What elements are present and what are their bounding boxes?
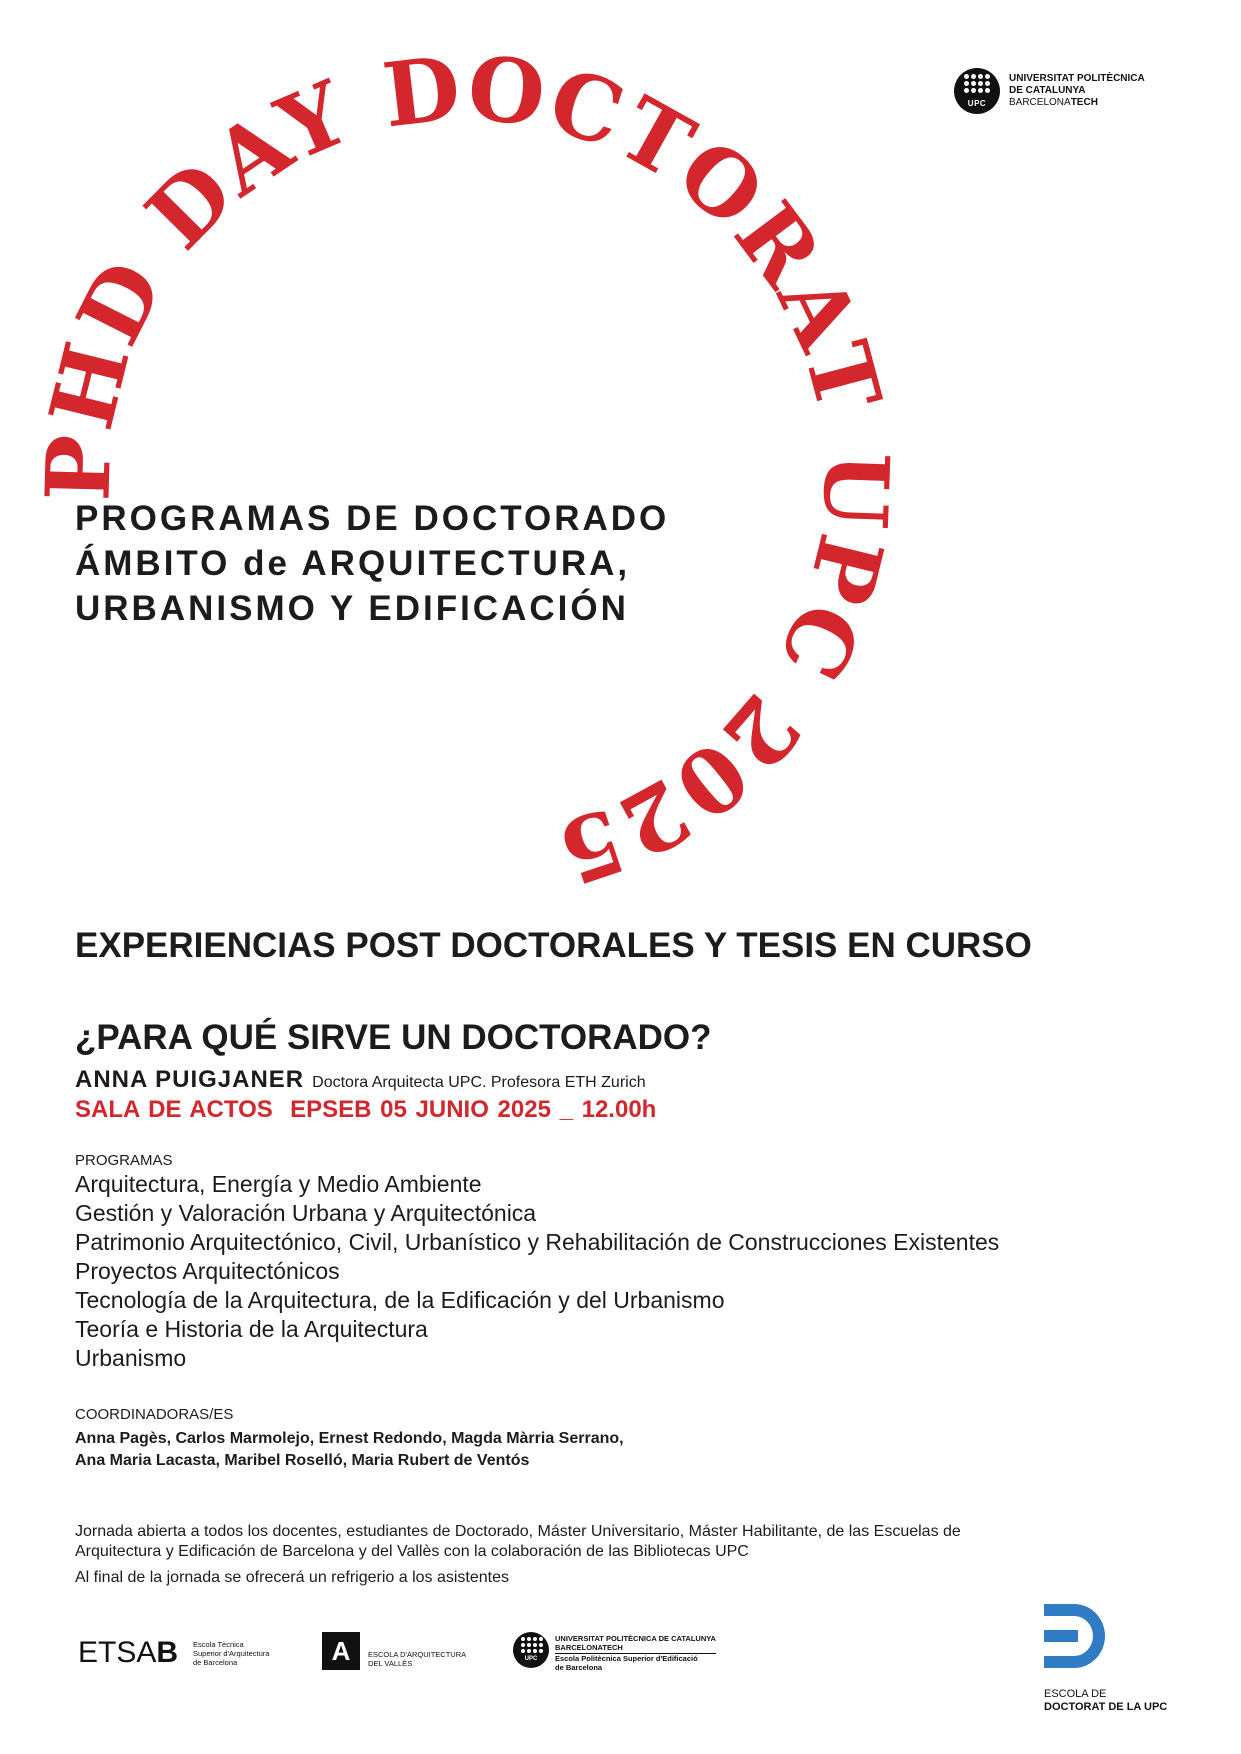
etsab-caption-2: Superior d'Arquitectura xyxy=(193,1649,270,1658)
coordinators-line2: Ana Maria Lacasta, Maribel Roselló, Maria Rubert de Ventós xyxy=(75,1452,530,1469)
epseb-caption-1: UNIVERSITAT POLITÈCNICA DE CATALUNYA xyxy=(555,1634,716,1643)
footer-line1: Jornada abierta a todos los docentes, estudiantes de Doctorado, Máster Universitario, Máster Habilitante, de las Escuelas de xyxy=(75,1523,961,1540)
program-heading-line3: URBANISMO Y EDIFICACIÓN xyxy=(75,589,629,628)
coordinators-label: COORDINADORAS/ES xyxy=(75,1406,234,1423)
speaker-role: Doctora Arquitecta UPC. Profesora ETH Zurich xyxy=(312,1074,646,1091)
program-item: Gestión y Valoración Urbana y Arquitectónica xyxy=(75,1200,537,1226)
etsab-caption xyxy=(193,1640,269,1667)
etsab-caption-1: Escola Tècnica xyxy=(193,1640,244,1649)
escola-doctorat-logo xyxy=(1044,1604,1168,1713)
circular-title-text xyxy=(25,35,909,900)
footer-line2: Arquitectura y Edificación de Barcelona y del Vallès con la colaboración de las Bibliotecas UPC xyxy=(75,1543,749,1560)
program-item: Proyectos Arquitectónicos xyxy=(75,1258,340,1284)
coordinators-names xyxy=(75,1428,624,1472)
eav-mark-icon: A xyxy=(322,1632,360,1670)
experiences-heading: EXPERIENCIAS POST DOCTORALES Y TESIS EN CURSO xyxy=(75,926,1032,965)
coordinators-line1: Anna Pagès, Carlos Marmolejo, Ernest Redondo, Magda Màrria Serrano, xyxy=(75,1430,624,1447)
etsab-logo xyxy=(78,1636,270,1676)
epseb-caption-3: Escola Politècnica Superior d'Edificació xyxy=(555,1654,698,1663)
upc-emblem-tag: UPC xyxy=(967,99,987,108)
question-heading: ¿PARA QUÉ SIRVE UN DOCTORADO? xyxy=(75,1018,712,1057)
epseb-emblem-icon xyxy=(513,1632,549,1668)
venue-line: SALA DE ACTOS EPSEB 05 JUNIO 2025 _ 12.00h xyxy=(75,1096,657,1123)
epseb-caption-2: BARCELONATECH xyxy=(555,1643,716,1654)
programs-list xyxy=(75,1170,999,1373)
programs-label: PROGRAMAS xyxy=(75,1152,173,1169)
upc-logo-line2: DE CATALUNYA xyxy=(1009,85,1086,96)
speaker-name: ANNA PUIGJANER xyxy=(75,1066,305,1093)
escola-doctorat-caption-2: DOCTORAT DE LA UPC xyxy=(1044,1701,1168,1713)
circular-title-textpath: PHD DAY DOCTORAT UPC 2025 xyxy=(25,35,910,900)
program-heading xyxy=(75,496,669,631)
footer-note xyxy=(75,1522,1065,1588)
program-heading-line1: PROGRAMAS DE DOCTORADO xyxy=(75,499,670,538)
epseb-emblem-tag: UPC xyxy=(524,1656,538,1662)
program-item: Urbanismo xyxy=(75,1345,187,1371)
upc-logo-line3a: BARCELONA xyxy=(1009,97,1071,108)
escola-doctorat-caption-1: ESCOLA DE xyxy=(1044,1688,1107,1700)
program-item: Teoría e Historia de la Arquitectura xyxy=(75,1316,428,1342)
eav-caption-2: DEL VALLÈS xyxy=(368,1659,413,1668)
program-heading-line2: ÁMBITO de ARQUITECTURA, xyxy=(75,544,631,583)
escola-doctorat-caption xyxy=(1044,1688,1167,1714)
etsab-wordmark-b: B xyxy=(156,1636,179,1669)
footer-line3: Al final de la jornada se ofrecerá un refrigerio a los asistentes xyxy=(75,1569,510,1586)
eav-caption-1: ESCOLA D'ARQUITECTURA xyxy=(368,1650,467,1659)
upc-logo-line1: UNIVERSITAT POLITÈCNICA xyxy=(1009,73,1145,84)
etsab-wordmark xyxy=(78,1636,178,1669)
epseb-caption-4: de Barcelona xyxy=(555,1663,603,1672)
program-item: Arquitectura, Energía y Medio Ambiente xyxy=(75,1171,482,1197)
etsab-wordmark-a: ETSA xyxy=(78,1636,157,1669)
program-item: Patrimonio Arquitectónico, Civil, Urbanístico y Rehabilitación de Construcciones Existentes xyxy=(75,1229,1000,1255)
speaker-line xyxy=(75,1066,646,1094)
etsab-caption-3: de Barcelona xyxy=(193,1658,238,1667)
escola-doctorat-emblem-icon xyxy=(1044,1604,1106,1668)
epseb-caption xyxy=(555,1634,716,1672)
program-item: Tecnología de la Arquitectura, de la Edificación y del Urbanismo xyxy=(75,1287,725,1313)
upc-logo-line3b: TECH xyxy=(1070,97,1098,108)
eav-caption xyxy=(368,1650,466,1668)
